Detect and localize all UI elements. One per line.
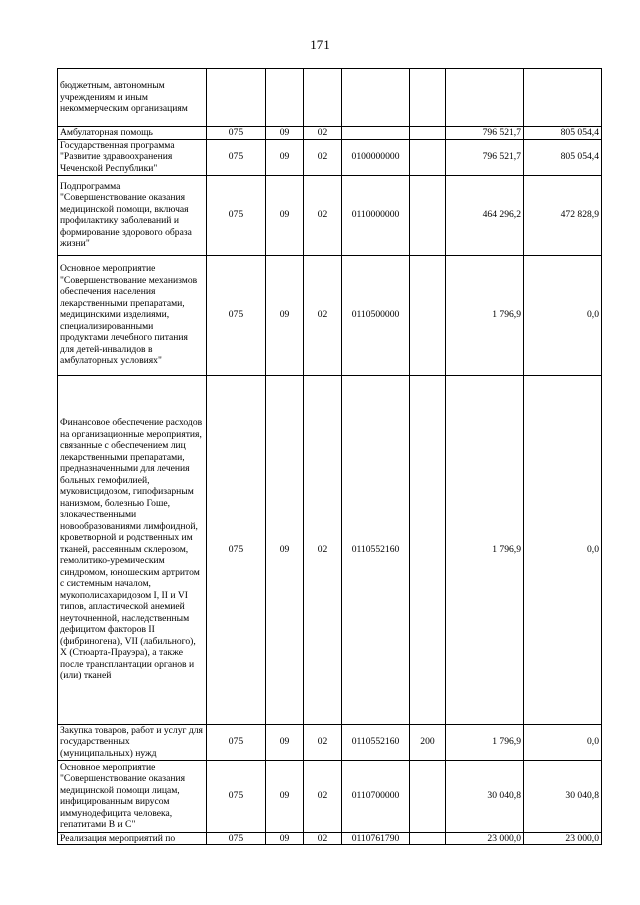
- row-amount-year1-cell: [446, 69, 524, 127]
- row-amount-year1-cell: 464 296,2: [446, 175, 524, 255]
- page-number: 171: [310, 37, 330, 52]
- row-amount-year2-cell: [524, 69, 602, 127]
- row-name-cell: Реализация мероприятий по: [58, 832, 207, 845]
- row-amount-year2-cell: 0,0: [524, 255, 602, 375]
- row-subsection-cell: 02: [304, 255, 342, 375]
- row-section-cell: [266, 69, 304, 127]
- row-subsection-cell: [304, 69, 342, 127]
- row-amount-year1-cell: 30 040,8: [446, 760, 524, 832]
- table-row: [58, 724, 602, 760]
- row-amount-year1-cell: 796 521,7: [446, 127, 524, 140]
- row-expense-type-cell: 200: [410, 724, 446, 760]
- row-amount-year2-cell: 805 054,4: [524, 127, 602, 140]
- row-grbs-cell: 075: [207, 760, 266, 832]
- row-subsection-cell: 02: [304, 375, 342, 724]
- row-amount-year2-cell: 23 000,0: [524, 832, 602, 845]
- row-grbs-cell: 075: [207, 175, 266, 255]
- row-amount-year1-cell: 1 796,9: [446, 724, 524, 760]
- row-target-article-cell: 0100000000: [342, 139, 410, 175]
- row-name-cell: Государственная программа "Развитие здравоохранения Чеченской Республики": [58, 139, 207, 175]
- row-section-cell: 09: [266, 175, 304, 255]
- row-amount-year2-cell: 0,0: [524, 724, 602, 760]
- row-subsection-cell: 02: [304, 832, 342, 845]
- row-name-cell: Подпрограмма "Совершенствование оказания медицинской помощи, включая профилактику заболеваний и формирование здорового образа жизни": [58, 175, 207, 255]
- row-target-article-cell: [342, 69, 410, 127]
- row-grbs-cell: 075: [207, 139, 266, 175]
- table-row: [58, 255, 602, 375]
- row-expense-type-cell: [410, 375, 446, 724]
- row-section-cell: 09: [266, 255, 304, 375]
- row-grbs-cell: 075: [207, 724, 266, 760]
- row-expense-type-cell: [410, 760, 446, 832]
- row-section-cell: 09: [266, 127, 304, 140]
- row-section-cell: 09: [266, 832, 304, 845]
- row-subsection-cell: 02: [304, 127, 342, 140]
- row-section-cell: 09: [266, 760, 304, 832]
- row-expense-type-cell: [410, 127, 446, 140]
- table-row: [58, 760, 602, 832]
- row-target-article-cell: 0110552160: [342, 375, 410, 724]
- row-section-cell: 09: [266, 724, 304, 760]
- row-target-article-cell: [342, 127, 410, 140]
- row-target-article-cell: 0110761790: [342, 832, 410, 845]
- row-subsection-cell: 02: [304, 760, 342, 832]
- row-name-cell: Основное мероприятие "Совершенствование механизмов обеспечения населения лекарственными препаратами, медицинскими изделиями, специализированными продуктами лечебного питания для детей-инвалидов в амбулаторных условиях": [58, 255, 207, 375]
- row-grbs-cell: [207, 69, 266, 127]
- row-name-cell: Закупка товаров, работ и услуг для государственных (муниципальных) нужд: [58, 724, 207, 760]
- row-expense-type-cell: [410, 69, 446, 127]
- row-name-cell: бюджетным, автономным учреждениям и иным некоммерческим организациям: [58, 69, 207, 127]
- table-row: [58, 139, 602, 175]
- row-target-article-cell: 0110500000: [342, 255, 410, 375]
- row-expense-type-cell: [410, 832, 446, 845]
- row-subsection-cell: 02: [304, 175, 342, 255]
- row-section-cell: 09: [266, 375, 304, 724]
- table-row: [58, 175, 602, 255]
- row-subsection-cell: 02: [304, 724, 342, 760]
- row-name-cell: Основное мероприятие "Совершенствование оказания медицинской помощи лицам, инфицированным вирусом иммунодефицита человека, гепатитами В и С": [58, 760, 207, 832]
- row-expense-type-cell: [410, 139, 446, 175]
- row-expense-type-cell: [410, 175, 446, 255]
- row-subsection-cell: 02: [304, 139, 342, 175]
- row-amount-year1-cell: 1 796,9: [446, 255, 524, 375]
- row-amount-year2-cell: 805 054,4: [524, 139, 602, 175]
- table-row: [58, 69, 602, 127]
- row-amount-year1-cell: 1 796,9: [446, 375, 524, 724]
- row-grbs-cell: 075: [207, 127, 266, 140]
- budget-table: [57, 68, 602, 845]
- row-amount-year2-cell: 472 828,9: [524, 175, 602, 255]
- row-target-article-cell: 0110552160: [342, 724, 410, 760]
- row-name-cell: Финансовое обеспечение расходов на организационные мероприятия, связанные с обеспечением лиц лекарственными препаратами, предназначенными для лечения больных гемофилией, муковисцидозом, гипофизарным нанизмом, болезнью Гоше, злокачественными новообразованиями лимфоидной, кроветворной и родственных им тканей, рассеянным склерозом, гемолитико-уремическим синдромом, юношеским артритом с системным началом, мукополисахаридозом I, II и VI типов, апластической анемией неуточненной, наследственным дефицитом факторов II (фибриногена), VII (лабильного), X (Стюарта-Прауэра), а также после трансплантации органов и (или) тканей: [58, 375, 207, 724]
- row-amount-year2-cell: 0,0: [524, 375, 602, 724]
- row-amount-year1-cell: 796 521,7: [446, 139, 524, 175]
- row-grbs-cell: 075: [207, 832, 266, 845]
- table-row: [58, 832, 602, 845]
- row-amount-year1-cell: 23 000,0: [446, 832, 524, 845]
- row-amount-year2-cell: 30 040,8: [524, 760, 602, 832]
- row-target-article-cell: 0110700000: [342, 760, 410, 832]
- row-grbs-cell: 075: [207, 255, 266, 375]
- row-section-cell: 09: [266, 139, 304, 175]
- row-expense-type-cell: [410, 255, 446, 375]
- table-row: [58, 375, 602, 724]
- row-name-cell: Амбулаторная помощь: [58, 127, 207, 140]
- table-row: [58, 127, 602, 140]
- row-target-article-cell: 0110000000: [342, 175, 410, 255]
- row-grbs-cell: 075: [207, 375, 266, 724]
